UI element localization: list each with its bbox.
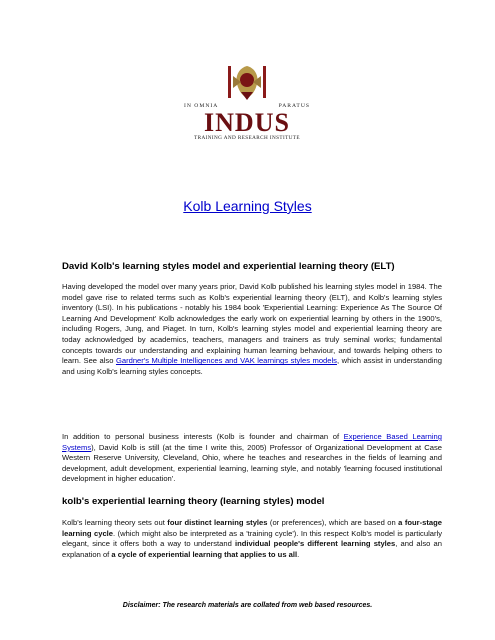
paragraph-bio-tail: ), David Kolb is still (at the time I write this, 2005) Professor of Organizational Development at Case Western Reserve University, Cleveland, Ohio, where he teaches and researches in the fields of learning and development, adult development, experiential learning, learning style, and notably 'learning focused institutional development in higher education'.	[62, 442, 442, 484]
motto-left: IN OMNIA	[184, 103, 219, 109]
paragraph-intro-tail: , which assist in understanding and using Kolb's learning styles concepts.	[62, 356, 442, 376]
gardner-vak-link[interactable]: Gardner's Multiple Intelligences and VAK learnings styles models	[115, 356, 337, 366]
model-text-3: . (which might also be interpreted as a 'training cycle'). In this respect Kolb's model is particularly elegant, since it offers both a way to understand	[62, 528, 442, 549]
institute-logo	[184, 62, 310, 142]
paragraph-intro	[62, 282, 442, 377]
model-bold-3: individual people's different learning styles	[235, 539, 396, 549]
crest-icon	[227, 62, 267, 102]
model-text-1: Kolb's learning theory sets out	[62, 518, 168, 527]
paragraph-bio-text: In addition to personal business interests (Kolb is founder and chairman of	[62, 432, 344, 441]
paragraph-model	[62, 518, 442, 560]
page-title[interactable]: Kolb Learning Styles	[183, 198, 312, 214]
section-heading-elt: David Kolb's learning styles model and experiential learning theory (ELT)	[62, 261, 395, 272]
model-bold-2: a four-stage learning cycle	[62, 518, 442, 538]
paragraph-intro-text: Having developed the model over many years prior, David Kolb published his learning styles model in 1984. The model gave rise to related terms such as Kolb's experiential learning theory (ELT), and Kolb's learning styles inventory (LSI). In his publications - notably his 1984 book 'Experiential Learning: Experience As The Source Of Learning And Development' Kolb acknowledges the early work on experiential learning by others in the 1900's, including Rogers, Jung, and Piaget. In turn, Kolb's learning styles model and experiential learning theory are today acknowledged by academics, teachers, managers and trainers as truly seminal works; fundamental concepts towards our understanding and explaining human learning behaviour, and towards helping others to learn. See also	[62, 282, 442, 366]
model-text-4: , and also an explanation of	[62, 539, 442, 559]
disclaimer-footer: Disclaimer: The research materials are collated from web based resources.	[122, 602, 373, 609]
motto-right: PARATUS	[278, 103, 310, 109]
paragraph-kolb-bio	[62, 432, 442, 485]
logo-name: INDUS	[204, 108, 290, 137]
model-text-5: .	[297, 549, 300, 559]
model-bold-4: a cycle of experiential learning that applies to us all	[111, 549, 298, 559]
logo-tagline: TRAINING AND RESEARCH INSTITUTE	[194, 135, 300, 141]
model-bold-1: four distinct learning styles	[167, 518, 268, 527]
model-text-2: (or preferences), which are based on	[267, 518, 399, 527]
experience-based-learning-link[interactable]: Experience Based Learning Systems	[62, 432, 442, 452]
section-heading-model: kolb's experiential learning theory (learning styles) model	[62, 496, 325, 507]
